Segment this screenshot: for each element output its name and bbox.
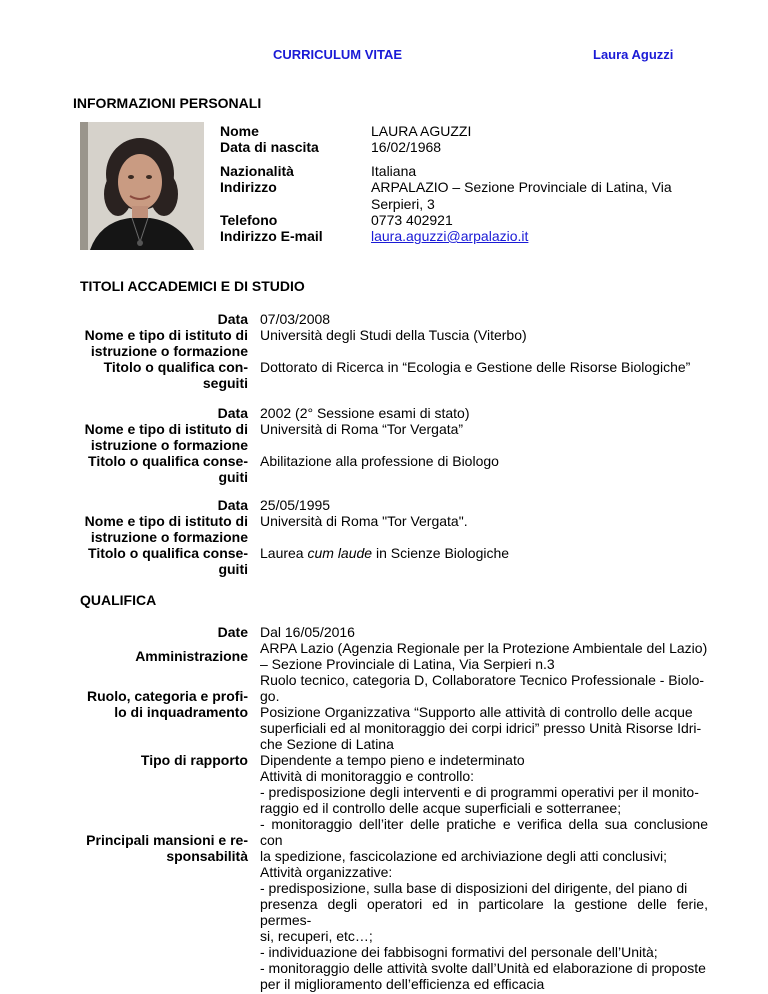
section-title-personal: INFORMAZIONI PERSONALI [73, 95, 262, 111]
qualifica-line: Posizione Organizzativa “Supporto alle attività di controllo delle acque [260, 704, 693, 720]
section-title-studies: TITOLI ACCADEMICI E DI STUDIO [80, 278, 305, 294]
titolo-prefix: Laurea [260, 545, 308, 561]
label-data-nascita: Data di nascita [220, 139, 319, 155]
label-nazionalita: Nazionalità [220, 163, 294, 179]
label-amministrazione: Amministrazione [135, 648, 248, 664]
value-indirizzo-line2: Serpieri, 3 [371, 196, 435, 212]
value-istituto: Università degli Studi della Tuscia (Viterbo) [260, 327, 527, 343]
titolo-suffix: in Scienze Biologiche [372, 545, 510, 561]
value-titolo [260, 545, 509, 561]
label-titolo-2: guiti [218, 561, 248, 577]
label-indirizzo: Indirizzo [220, 179, 277, 195]
qualifica-line: – Sezione Provinciale di Latina, Via Serpieri n.3 [260, 656, 555, 672]
label-date: Date [217, 624, 248, 640]
label-mansioni-1: Principali mansioni e re- [86, 832, 248, 848]
qualifica-line: Attività di monitoraggio e controllo: [260, 768, 474, 784]
label-istituto-1: Nome e tipo di istituto di [84, 513, 248, 529]
email-link[interactable]: laura.aguzzi@arpalazio.it [371, 228, 529, 244]
label-data: Data [217, 405, 248, 421]
qualifica-line: - monitoraggio delle attività svolte dall’Unità ed elaborazione di proposte [260, 960, 706, 976]
label-istituto-1: Nome e tipo di istituto di [84, 327, 248, 343]
qualifica-line: go. [260, 688, 280, 704]
qualifica-line: presenza degli operatori ed in particolare la gestione delle ferie, permes- [260, 896, 708, 928]
qualifica-line: Attività organizzative: [260, 864, 393, 880]
label-data: Data [217, 497, 248, 513]
qualifica-line: raggio ed il controllo delle acque superficiali e sotterranee; [260, 800, 622, 816]
value-data: 2002 (2° Sessione esami di stato) [260, 405, 470, 421]
qualifica-line: - individuazione dei fabbisogni formativi del personale dell’Unità; [260, 944, 658, 960]
qualifica-line: - predisposizione degli interventi e di programmi operativi per il monito- [260, 784, 699, 800]
value-telefono: 0773 402921 [371, 212, 453, 228]
value-data-nascita: 16/02/1968 [371, 139, 442, 155]
label-titolo-2: seguiti [202, 375, 248, 391]
qualifica-line: Ruolo tecnico, categoria D, Collaboratore Tecnico Professionale - Biolo- [260, 672, 705, 688]
label-istituto-2: istruzione o formazione [90, 343, 248, 359]
qualifica-line: - predisposizione, sulla base di disposizioni del dirigente, del piano di [260, 880, 688, 896]
label-mansioni-2: sponsabilità [166, 848, 248, 864]
qualifica-line: per il miglioramento dell’efficienza ed efficacia [260, 976, 545, 992]
label-istituto-2: istruzione o formazione [90, 437, 248, 453]
qualifica-line: - monitoraggio dell’iter delle pratiche e verifica della sua conclusione con [260, 816, 708, 848]
profile-photo [80, 122, 204, 250]
qualifica-line: superficiali ed al monitoraggio dei corpi idrici” presso Unità Risorse Idri- [260, 720, 702, 736]
label-ruolo-2: lo di inquadramento [114, 704, 248, 720]
value-nazionalita: Italiana [371, 163, 417, 179]
section-title-qualifica: QUALIFICA [80, 592, 157, 608]
label-titolo-1: Titolo o qualifica conse- [88, 545, 248, 561]
qualifica-line: Dal 16/05/2016 [260, 624, 355, 640]
portrait-illustration [80, 122, 204, 250]
value-nome: LAURA AGUZZI [371, 123, 472, 139]
label-tipo-rapporto: Tipo di rapporto [140, 752, 248, 768]
label-telefono: Telefono [220, 212, 278, 228]
qualifica-line: si, recuperi, etc…; [260, 928, 373, 944]
qualifica-line: Dipendente a tempo pieno e indeterminato [260, 752, 525, 768]
label-nome: Nome [220, 123, 259, 139]
label-titolo-1: Titolo o qualifica conse- [88, 453, 248, 469]
label-istituto-1: Nome e tipo di istituto di [84, 421, 248, 437]
label-titolo-2: guiti [218, 469, 248, 485]
label-data: Data [217, 311, 248, 327]
value-indirizzo-line1: ARPALAZIO – Sezione Provinciale di Latina, Via [371, 179, 672, 195]
qualifica-line: la spedizione, fascicolazione ed archiviazione degli atti conclusivi; [260, 848, 668, 864]
label-titolo-1: Titolo o qualifica con- [103, 359, 248, 375]
label-istituto-2: istruzione o formazione [90, 529, 248, 545]
label-ruolo-1: Ruolo, categoria e profi- [86, 688, 248, 704]
titolo-emphasis: cum laude [307, 545, 373, 561]
value-data: 07/03/2008 [260, 311, 331, 327]
document-header-title: CURRICULUM VITAE [273, 47, 403, 62]
value-istituto: Università di Roma “Tor Vergata” [260, 421, 464, 437]
document-header-name: Laura Aguzzi [593, 47, 674, 62]
label-email: Indirizzo E-mail [220, 228, 323, 244]
qualifica-line: che Sezione di Latina [260, 736, 394, 752]
qualifica-details [260, 624, 708, 992]
value-titolo: Abilitazione alla professione di Biologo [260, 453, 499, 469]
value-istituto: Università di Roma "Tor Vergata". [260, 513, 468, 529]
value-titolo: Dottorato di Ricerca in “Ecologia e Gestione delle Risorse Biologiche” [260, 359, 691, 375]
qualifica-line: ARPA Lazio (Agenzia Regionale per la Protezione Ambientale del Lazio) [260, 640, 708, 656]
value-data: 25/05/1995 [260, 497, 331, 513]
